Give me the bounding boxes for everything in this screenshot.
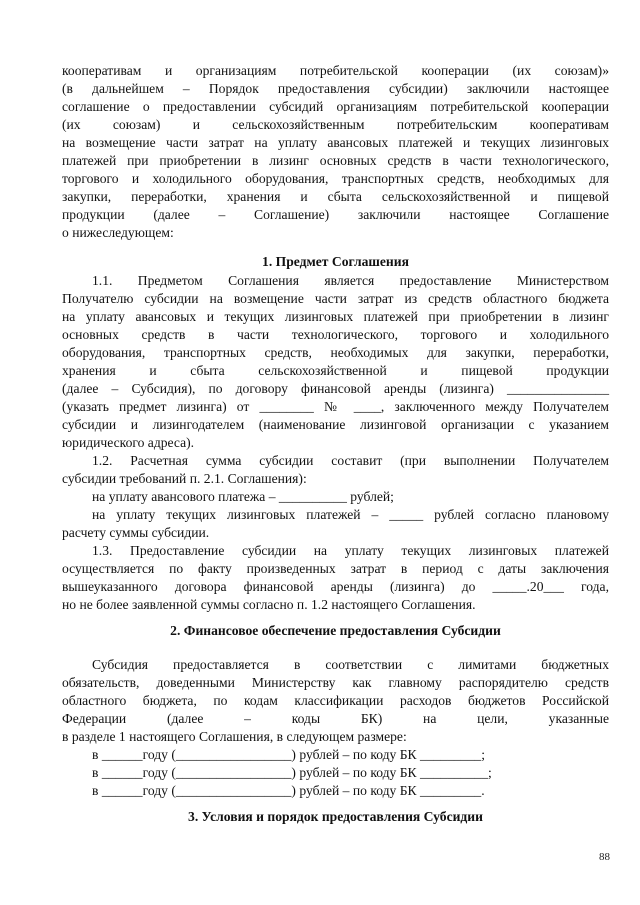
text-line: осуществляется по факту произведенных затрат в период с даты заключения (62, 561, 609, 576)
text-line: субсидии требований п. 2.1. Соглашения): (62, 471, 307, 486)
text-line: торгового и холодильного оборудования, транспортных средств, необходимых для (62, 171, 609, 186)
text-line: на уплату авансовых и текущих лизинговых платежей при приобретении в лизинг (62, 309, 609, 324)
text-line: хранения и сбыта сельскохозяйственной и пищевой продукции (62, 363, 609, 378)
text-line: (в дальнейшем – Порядок предоставления субсидии) заключили настоящее (62, 81, 609, 96)
budget-line: в ______году (_________________) рублей – по коду БК _________. (92, 783, 485, 798)
text-line: субсидии и лизингодателем (наименование лизинговой организации с указанием (62, 417, 609, 432)
text-line: Получателю субсидии на возмещение части затрат из средств областного бюджета (62, 291, 609, 306)
budget-line: в ______году (_________________) рублей – по коду БК __________; (92, 765, 492, 780)
text-line: (далее – Субсидия), по договору финансовой аренды (лизинга) _______________ (62, 381, 609, 396)
text-line: платежей при приобретении в лизинг основных средств в части технологического, (62, 153, 609, 168)
page-number: 88 (599, 851, 610, 863)
text-line: на возмещение части затрат на уплату авансовых платежей и текущих лизинговых (62, 135, 609, 150)
text-line: на уплату авансового платежа – __________ рублей; (92, 489, 394, 504)
section-2-heading: 2. Финансовое обеспечение предоставления Субсидии (170, 623, 501, 638)
section-1-heading: 1. Предмет Соглашения (262, 254, 409, 269)
text-line: вышеуказанного договора финансовой аренды (лизинга) до _____.20___ года, (62, 579, 609, 594)
text-line: закупки, переработки, хранения и сбыта сельскохозяйственной и пищевой (62, 189, 609, 204)
text-line: областного бюджета, по кодам классификации расходов бюджетов Российской (62, 693, 609, 708)
text-line: обязательств, доведенными Министерству как главному распорядителю средств (62, 675, 609, 690)
text-line: в разделе 1 настоящего Соглашения, в следующем размере: (62, 729, 407, 744)
text-line: 1.3. Предоставление субсидии на уплату текущих лизинговых платежей (92, 543, 609, 558)
section-3-heading: 3. Условия и порядок предоставления Субсидии (188, 809, 483, 824)
text-line: юридического адреса). (62, 435, 195, 450)
text-line: расчету суммы субсидии. (62, 525, 210, 540)
budget-line: в ______году (_________________) рублей – по коду БК _________; (92, 747, 485, 762)
text-line: 1.1. Предметом Соглашения является предоставление Министерством (92, 273, 609, 288)
text-line: Субсидия предоставляется в соответствии с лимитами бюджетных (92, 657, 609, 672)
text-line: основных средств в части технологического, торгового и холодильного (62, 327, 609, 342)
text-line: продукции (далее – Соглашение) заключили настоящее Соглашение (62, 207, 609, 222)
text-line: Федерации (далее – коды БК) на цели, указанные (62, 711, 609, 726)
text-line: на уплату текущих лизинговых платежей – _____ рублей согласно плановому (92, 507, 609, 522)
text-line: оборудования, транспортных средств, необходимых для закупки, переработки, (62, 345, 609, 360)
text-line: кооперативам и организациям потребительской кооперации (их союзам)» (62, 63, 609, 78)
text-line: соглашение о предоставлении субсидий организациям потребительской кооперации (62, 99, 609, 114)
text-line: (их союзам) и сельскохозяйственным потребительским кооперативам (62, 117, 609, 132)
text-line: 1.2. Расчетная сумма субсидии составит (при выполнении Получателем (92, 453, 609, 468)
text-line: (указать предмет лизинга) от ________ № ____, заключенного между Получателем (62, 399, 609, 414)
text-line: но не более заявленной суммы согласно п. 1.2 настоящего Соглашения. (62, 597, 476, 612)
text-line: о нижеследующем: (62, 225, 174, 240)
